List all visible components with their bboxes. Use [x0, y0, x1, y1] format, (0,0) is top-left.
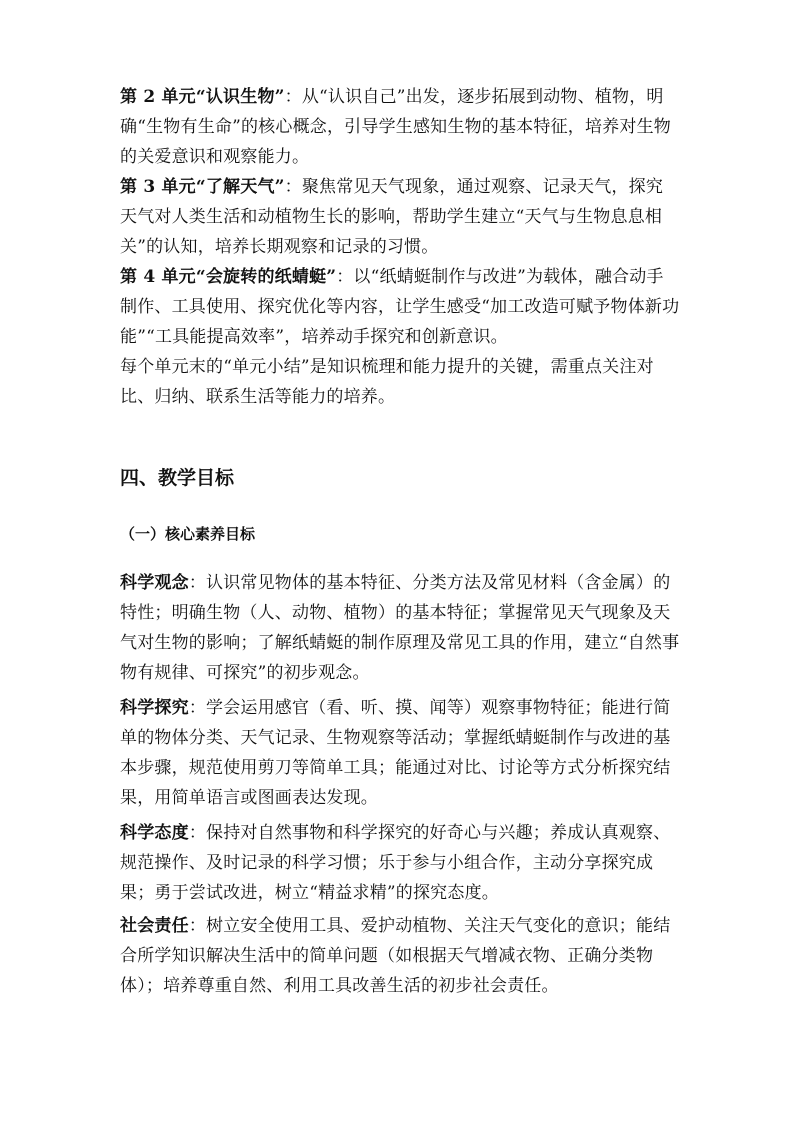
- unit-4-text: ：以“纸蜻蜓制作与改进”为载体，融合动手制作、工具使用、探究优化等内容，让学生感受“加工改造可赋予物体新功能”“工具能提高效率”，培养动手探究和创新意识。: [120, 267, 680, 347]
- unit-2-paragraph: [120, 82, 680, 172]
- unit-2-text: ：从“认识自己”出发，逐步拓展到动物、植物，明确“生物有生命”的核心概念，引导学生感知生物的基本特征，培养对生物的关爱意识和观察能力。: [120, 87, 671, 167]
- goal-inquiry-label: 科学探究: [120, 698, 189, 718]
- goal-concept-label: 科学观念: [120, 573, 189, 593]
- unit-3-title: 第 3 单元“了解天气”: [120, 177, 285, 197]
- goal-inquiry-text: ：学会运用感官（看、听、摸、闻等）观察事物特征；能进行简单的物体分类、天气记录、生物观察等活动；掌握纸蜻蜓制作与改进的基本步骤，规范使用剪刀等简单工具；能通过对比、讨论等方式分析探究结果，用简单语言或图画表达发现。: [120, 698, 671, 808]
- goal-responsibility-text: ：树立安全使用工具、爱护动植物、关注天气变化的意识；能结合所学知识解决生活中的简单问题（如根据天气增减衣物、正确分类物体）；培养尊重自然、利用工具改善生活的初步社会责任。: [120, 916, 671, 996]
- goal-responsibility-label: 社会责任: [120, 916, 189, 936]
- goal-concept-text: ：认识常见物体的基本特征、分类方法及常见材料（含金属）的特性；明确生物（人、动物、植物）的基本特征；掌握常见天气现象及天气对生物的影响；了解纸蜻蜓的制作原理及常见工具的作用，建立“自然事物有规律、可探究”的初步观念。: [120, 573, 680, 683]
- goal-attitude-paragraph: [120, 818, 680, 908]
- section-heading: 四、教学目标: [120, 467, 235, 489]
- goal-concept-paragraph: [120, 568, 680, 688]
- summary-text: 每个单元末的“单元小结”是知识梳理和能力提升的关键，需重点关注对比、归纳、联系生活等能力的培养。: [120, 357, 654, 407]
- goal-inquiry-paragraph: [120, 693, 680, 813]
- goal-attitude-label: 科学态度: [120, 823, 189, 843]
- unit-3-paragraph: [120, 172, 680, 262]
- goal-attitude-text: ：保持对自然事物和科学探究的好奇心与兴趣；养成认真观察、规范操作、及时记录的科学习惯；乐于参与小组合作，主动分享探究成果；勇于尝试改进，树立“精益求精”的探究态度。: [120, 823, 671, 903]
- unit-3-text: ：聚焦常见天气现象，通过观察、记录天气，探究天气对人类生活和动植物生长的影响，帮助学生建立“天气与生物息息相关”的认知，培养长期观察和记录的习惯。: [120, 177, 664, 257]
- unit-4-paragraph: [120, 262, 680, 352]
- unit-2-title: 第 2 单元“认识生物”: [120, 87, 285, 107]
- summary-paragraph: [120, 352, 680, 412]
- unit-4-title: 第 4 单元“会旋转的纸蜻蜓”: [120, 267, 337, 287]
- subsection-heading: （一）核心素养目标: [120, 525, 256, 543]
- goal-responsibility-paragraph: [120, 911, 680, 1001]
